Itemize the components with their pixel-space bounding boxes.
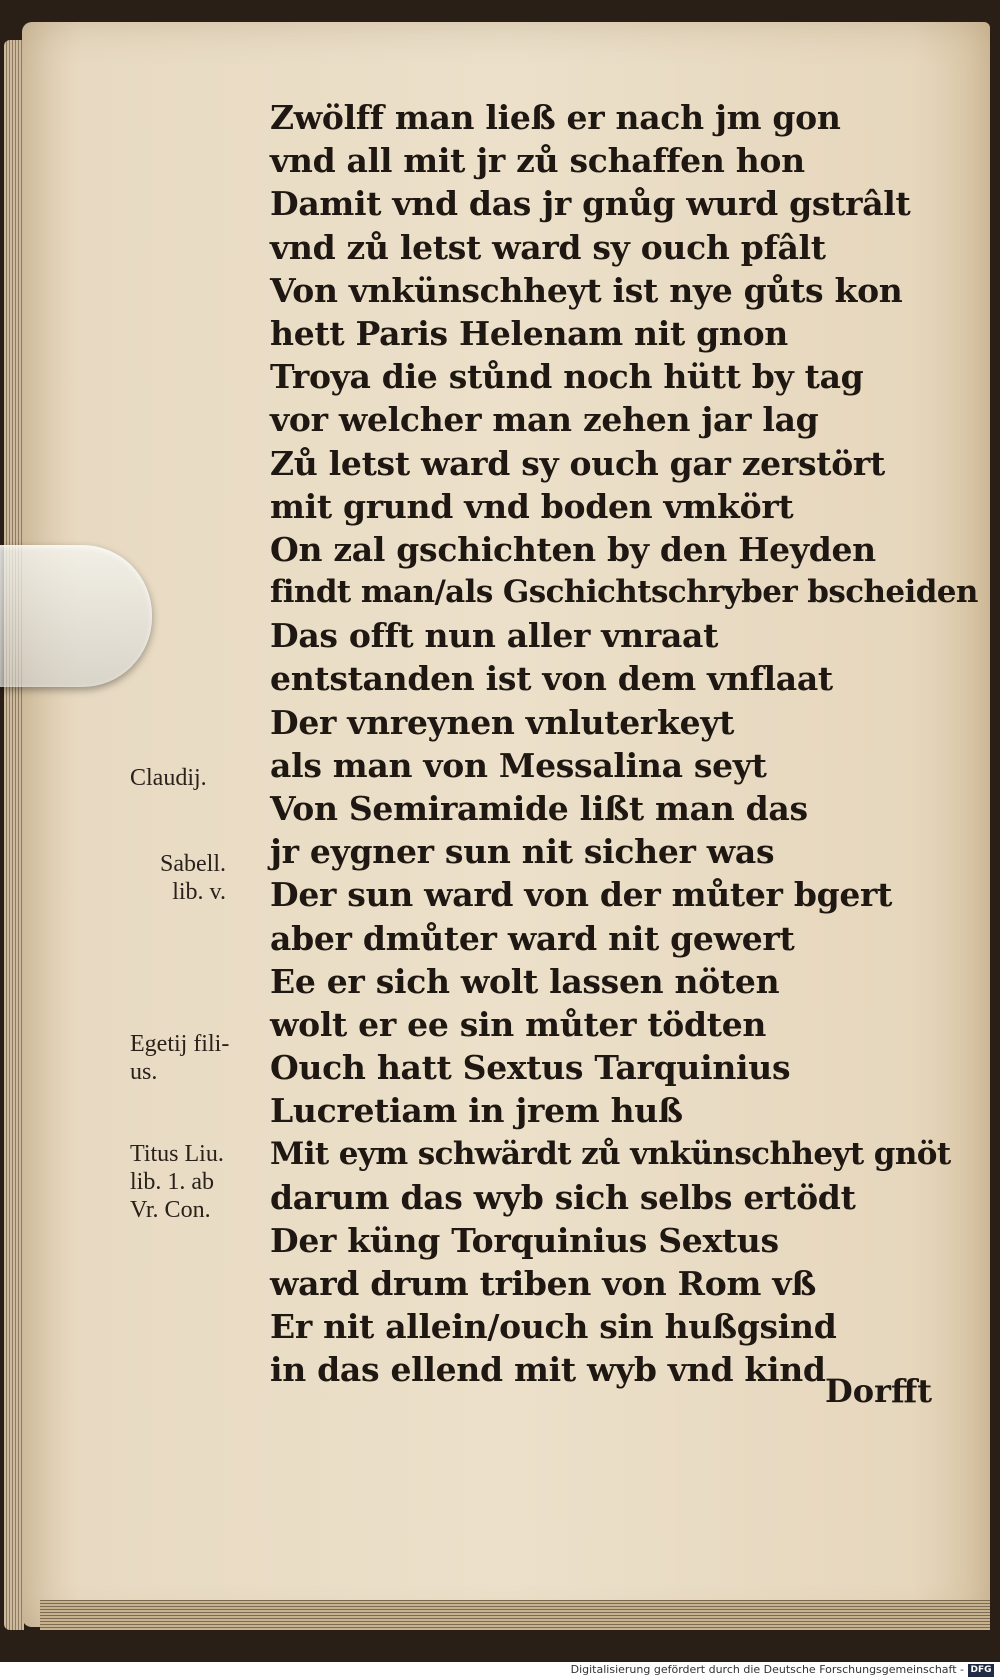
- verse-line: hett Paris Helenam nit gnon: [270, 313, 788, 353]
- verse-line: vnd all mit jr zů schaffen hon: [270, 141, 805, 181]
- verse-line: Der vnreynen vnluterkeyt: [270, 702, 735, 742]
- verse-line: Von vnkünschheyt ist nye gůts kon: [270, 270, 903, 310]
- verse-line: ward drum triben von Rom vß: [270, 1264, 816, 1304]
- verse-line: Der küng Torquinius Sextus: [270, 1220, 779, 1260]
- verse-line: Von Semiramide lißt man das: [270, 789, 808, 828]
- margin-note-titus-livius: Titus Liu. lib. 1. ab Vr. Con.: [130, 1141, 224, 1223]
- page-edges-left: [4, 40, 24, 1630]
- credit-text: Digitalisierung gefördert durch die Deutsche Forschungsgemeinschaft -: [570, 1663, 964, 1676]
- digitization-credit-bar: [0, 1662, 1000, 1680]
- margin-note-egetii: Egetij fili- us.: [130, 1031, 230, 1085]
- verse-line: Troya die stůnd noch hütt by tag: [270, 357, 864, 397]
- verse-line: entstanden ist von dem vnflaat: [270, 659, 833, 699]
- verse-line: On zal gschichten by den Heyden: [270, 529, 876, 569]
- verse-line: mit grund vnd boden vmkört: [270, 486, 794, 526]
- verse-line: jr eygner sun nit sicher was: [270, 832, 775, 872]
- verse-line: aber dmůter ward nit gewert: [270, 918, 795, 958]
- verse-line: Ouch hatt Sextus Tarquinius: [270, 1048, 791, 1088]
- verse-line: Zwölff man ließ er nach jm gon: [270, 98, 841, 137]
- verse-text: [270, 96, 978, 1392]
- verse-line: in das ellend mit wyb vnd kind: [270, 1350, 826, 1390]
- verse-line: Er nit allein/ouch sin hußgsind: [270, 1307, 837, 1347]
- verse-line: als man von Messalina seyt: [270, 745, 767, 785]
- margin-note-sabell: Sabell. lib. v.: [160, 851, 226, 905]
- verse-line: Der sun ward von der můter bgert: [270, 875, 893, 915]
- verse-line: findt man/als Gschichtschryber bscheiden: [270, 574, 978, 611]
- verse-line: Mit eym schwärdt zů vnkünschheyt gnöt: [270, 1135, 951, 1172]
- verse-line: Zů letst ward sy ouch gar zerstört: [270, 443, 885, 483]
- verse-line: vnd zů letst ward sy ouch pfâlt: [270, 227, 826, 267]
- catchword: Dorfft: [825, 1372, 932, 1410]
- book-clip: [0, 545, 152, 687]
- verse-line: wolt er ee sin můter tödten: [270, 1004, 767, 1044]
- verse-line: vor welcher man zehen jar lag: [270, 400, 819, 440]
- verse-line: darum das wyb sich selbs ertödt: [270, 1177, 856, 1217]
- verse-line: Ee er sich wolt lassen nöten: [270, 961, 780, 1001]
- verse-line: Damit vnd das jr gnůg wurd gstrâlt: [270, 184, 911, 224]
- verse-line: Das offt nun aller vnraat: [270, 616, 719, 656]
- dfg-logo: DFG: [968, 1664, 994, 1677]
- verse-line: Lucretiam in jrem huß: [270, 1091, 683, 1131]
- margin-note-claudii: Claudij.: [130, 765, 207, 791]
- page-edges-bottom: [40, 1600, 990, 1630]
